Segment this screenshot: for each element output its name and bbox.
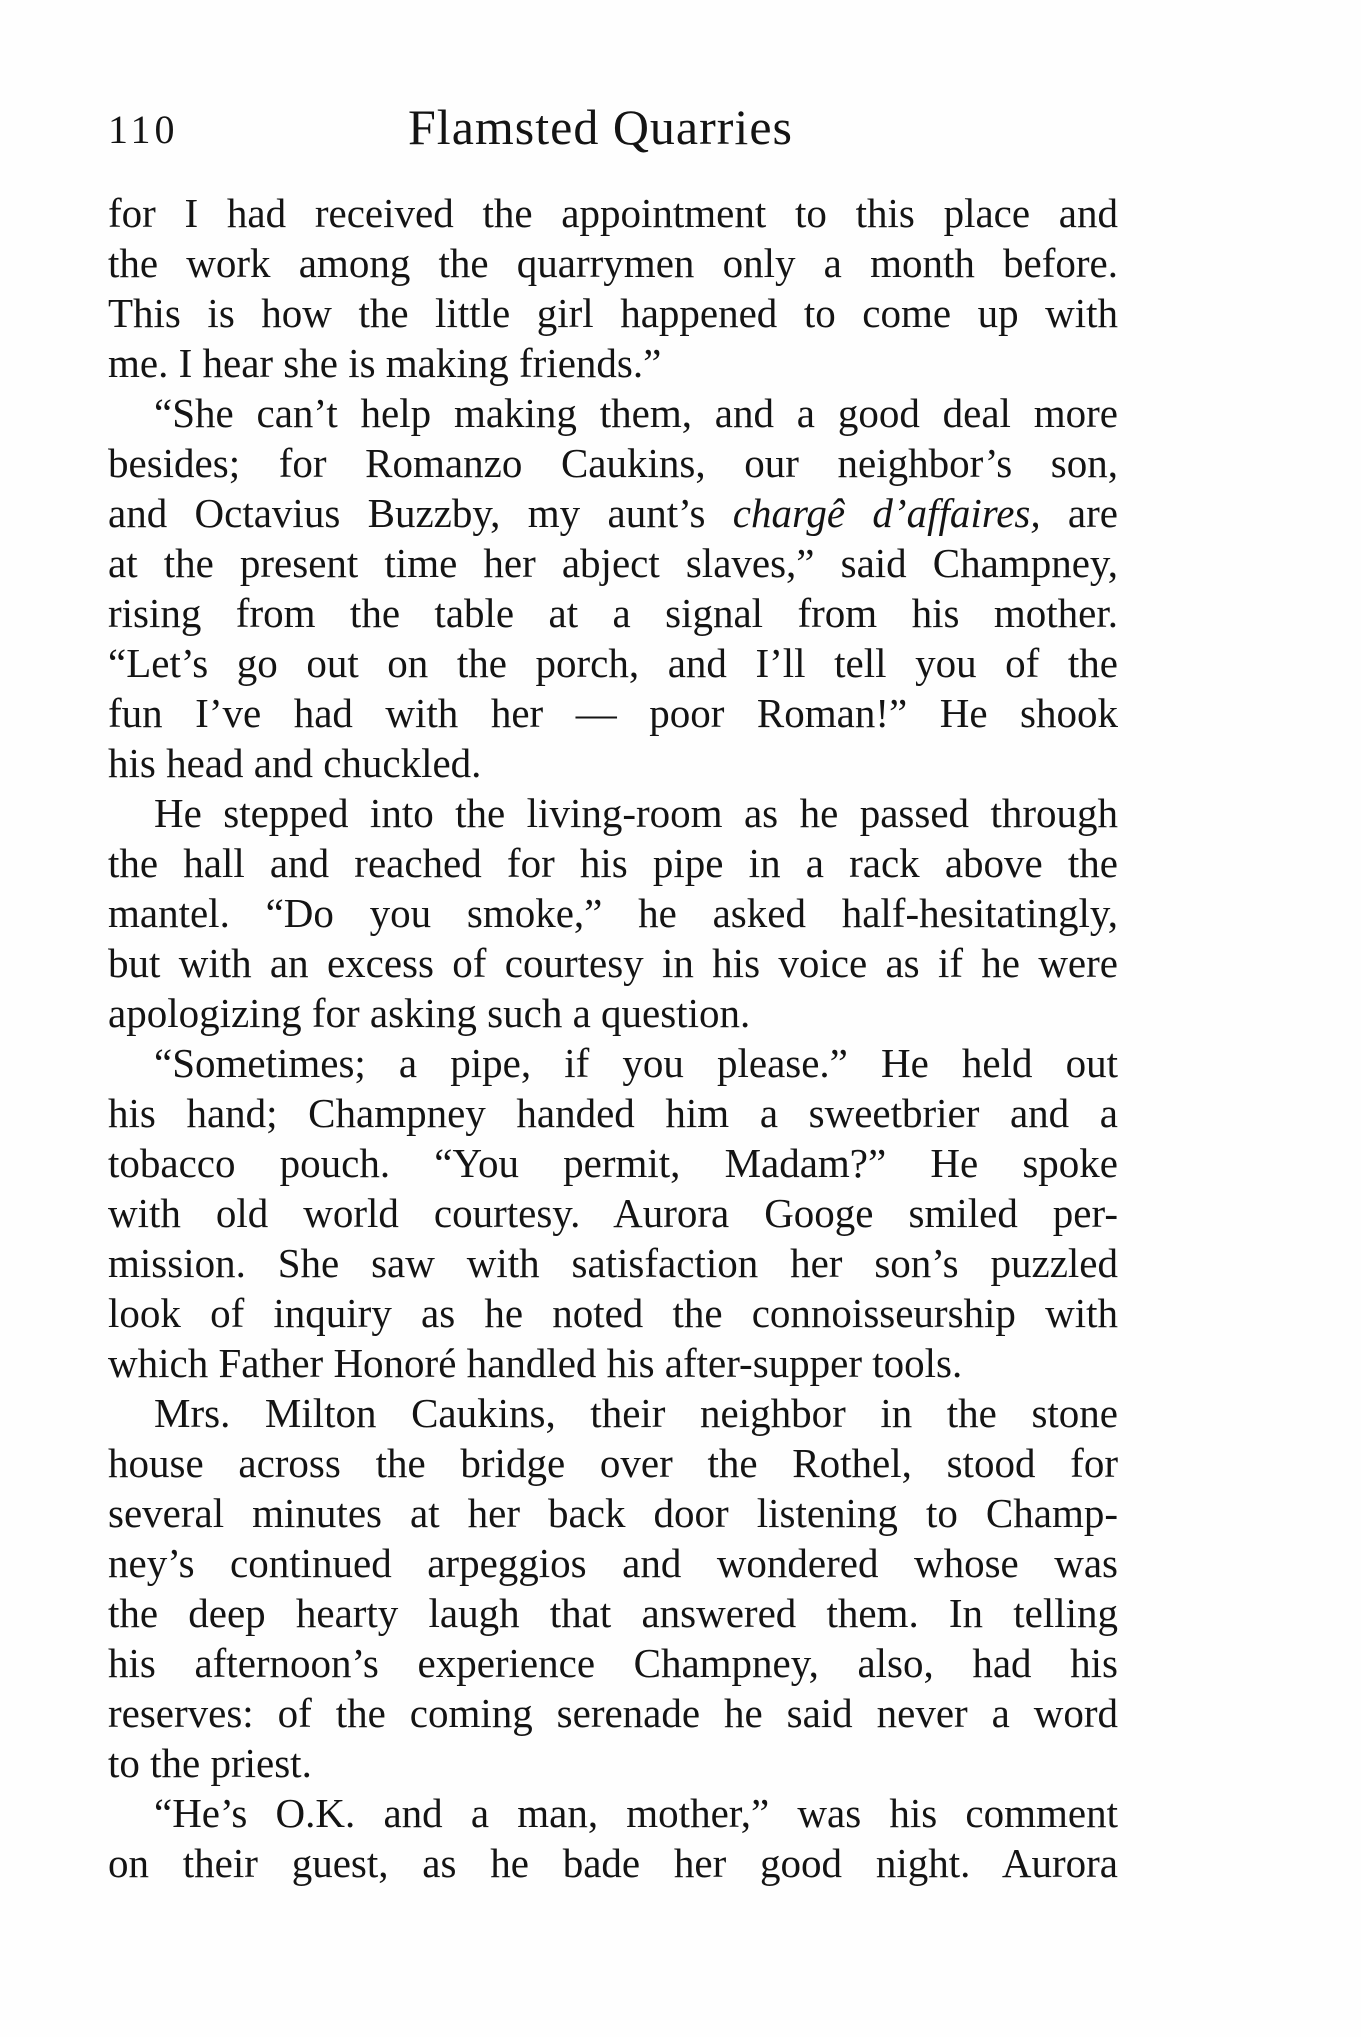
text-line: reserves: of the coming serenade he said never a word <box>108 1690 1118 1736</box>
text-line: on their guest, as he bade her good night. Aurora <box>108 1840 1118 1886</box>
text-line: for I had received the appointment to this place and <box>108 190 1118 236</box>
italic-phrase: chargê d’affaires, <box>732 490 1041 536</box>
paragraph <box>108 188 1118 388</box>
text-line: his afternoon’s experience Champney, also, had his <box>108 1640 1118 1686</box>
text-line: the deep hearty laugh that answered them. In telling <box>108 1590 1118 1636</box>
text-line: ney’s continued arpeggios and wondered whose was <box>108 1540 1118 1586</box>
text-line: tobacco pouch. “You permit, Madam?” He spoke <box>108 1140 1118 1186</box>
text-line: with old world courtesy. Aurora Googe smiled per- <box>108 1190 1118 1236</box>
text-line: mission. She saw with satisfaction her son’s puzzled <box>108 1240 1118 1286</box>
text-line: rising from the table at a signal from his mother. <box>108 590 1118 636</box>
text-line: me. I hear she is making friends.” <box>108 340 662 386</box>
text-line: This is how the little girl happened to come up with <box>108 290 1118 336</box>
text-line: apologizing for asking such a question. <box>108 990 751 1036</box>
text-line: which Father Honoré handled his after-supper tools. <box>108 1340 963 1386</box>
page-number: 110 <box>108 107 179 152</box>
text-line-with-italic <box>108 488 1118 538</box>
text-line: fun I’ve had with her — poor Roman!” He shook <box>108 690 1118 736</box>
paragraph <box>108 388 1118 788</box>
text-line: to the priest. <box>108 1740 312 1786</box>
text-line: “She can’t help making them, and a good deal more <box>154 390 1118 436</box>
text-line: house across the bridge over the Rothel, stood for <box>108 1440 1118 1486</box>
text-line: his head and chuckled. <box>108 740 482 786</box>
paragraph <box>108 1788 1118 1888</box>
text-line: He stepped into the living-room as he passed through <box>154 790 1118 836</box>
text-line: look of inquiry as he noted the connoisseurship with <box>108 1290 1118 1336</box>
text-line: the work among the quarrymen only a month before. <box>108 240 1118 286</box>
running-title: Flamsted Quarries <box>408 99 793 155</box>
paragraph <box>108 1038 1118 1388</box>
text-line: “Sometimes; a pipe, if you please.” He held out <box>154 1040 1118 1086</box>
body-text <box>108 188 1118 1888</box>
text-line: besides; for Romanzo Caukins, our neighbor’s son, <box>108 440 1118 486</box>
text-line: “Let’s go out on the porch, and I’ll tell you of the <box>108 640 1118 686</box>
text-line: “He’s O.K. and a man, mother,” was his comment <box>154 1790 1118 1836</box>
text-line: Mrs. Milton Caukins, their neighbor in the stone <box>154 1390 1118 1436</box>
text-line: but with an excess of courtesy in his voice as if he were <box>108 940 1118 986</box>
text-line: at the present time her abject slaves,” said Champney, <box>108 540 1118 586</box>
paragraph <box>108 1388 1118 1788</box>
running-head <box>108 98 1118 168</box>
text-segment: and Octavius Buzzby, my aunt’s <box>108 490 733 536</box>
text-line: several minutes at her back door listening to Champ- <box>108 1490 1118 1536</box>
text-line: his hand; Champney handed him a sweetbrier and a <box>108 1090 1118 1136</box>
text-segment: are <box>1040 490 1118 536</box>
text-line: mantel. “Do you smoke,” he asked half-hesitatingly, <box>108 890 1118 936</box>
paragraph <box>108 788 1118 1038</box>
text-line: the hall and reached for his pipe in a rack above the <box>108 840 1118 886</box>
